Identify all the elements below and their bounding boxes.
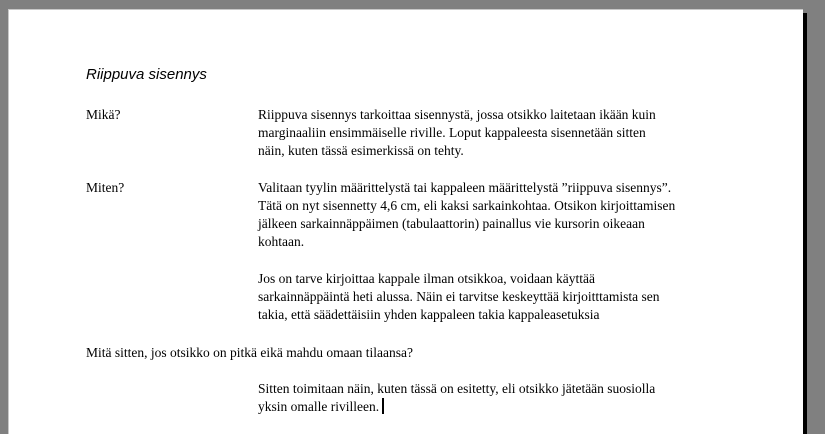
section-label-mika[interactable]: Mikä? [86, 107, 121, 122]
text-line[interactable]: Sitten toimitaan näin, kuten tässä on esitetty, eli otsikko jätetään suosiolla [258, 381, 656, 396]
text-line[interactable] [258, 398, 778, 416]
document-heading[interactable]: Riippuva sisennys [86, 66, 207, 83]
text-line[interactable]: marginaaliin ensimmäiselle riville. Loput kappaleesta sisennetään sitten [258, 125, 646, 140]
text-line[interactable]: Valitaan tyylin määrittelystä tai kappaleen määrittelystä ”riippuva sisennys”. [258, 180, 672, 195]
text-line[interactable]: Jos on tarve kirjoittaa kappale ilman otsikkoa, voidaan käyttää [258, 271, 596, 286]
page-shadow [803, 13, 807, 434]
section-label-miten[interactable]: Miten? [86, 180, 125, 195]
section-text-miten[interactable] [258, 179, 778, 251]
text-line-content[interactable]: yksin omalle rivilleen. [258, 399, 380, 414]
section-text-no-heading[interactable] [258, 270, 778, 324]
text-line[interactable]: Tätä on nyt sisennetty 4,6 cm, eli kaksi sarkainkohtaa. Otsikon kirjoittamisen [258, 198, 676, 213]
text-line[interactable]: näin, kuten tässä esimerkissä on tehty. [258, 143, 464, 158]
text-line[interactable]: kohtaan. [258, 234, 305, 249]
text-line[interactable]: Riippuva sisennys tarkoittaa sisennystä, jossa otsikko laitetaan ikään kuin [258, 107, 656, 122]
section-label-long-heading[interactable]: Mitä sitten, jos otsikko on pitkä eikä mahdu omaan tilaansa? [86, 345, 413, 360]
text-cursor [382, 398, 384, 414]
text-line[interactable]: takia, että säädettäisiin yhden kappaleen takia kappaleasetuksia [258, 307, 600, 322]
document-page[interactable] [8, 9, 803, 434]
section-text-long-heading[interactable] [258, 380, 778, 416]
text-line[interactable]: jälkeen sarkainnäppäimen (tabulaattorin) painallus vie kursorin oikeaan [258, 216, 645, 231]
text-line[interactable]: sarkainnäppäintä heti alussa. Näin ei tarvitse keskeyttää kirjoitttamista sen [258, 289, 660, 304]
section-text-mika[interactable] [258, 106, 778, 160]
